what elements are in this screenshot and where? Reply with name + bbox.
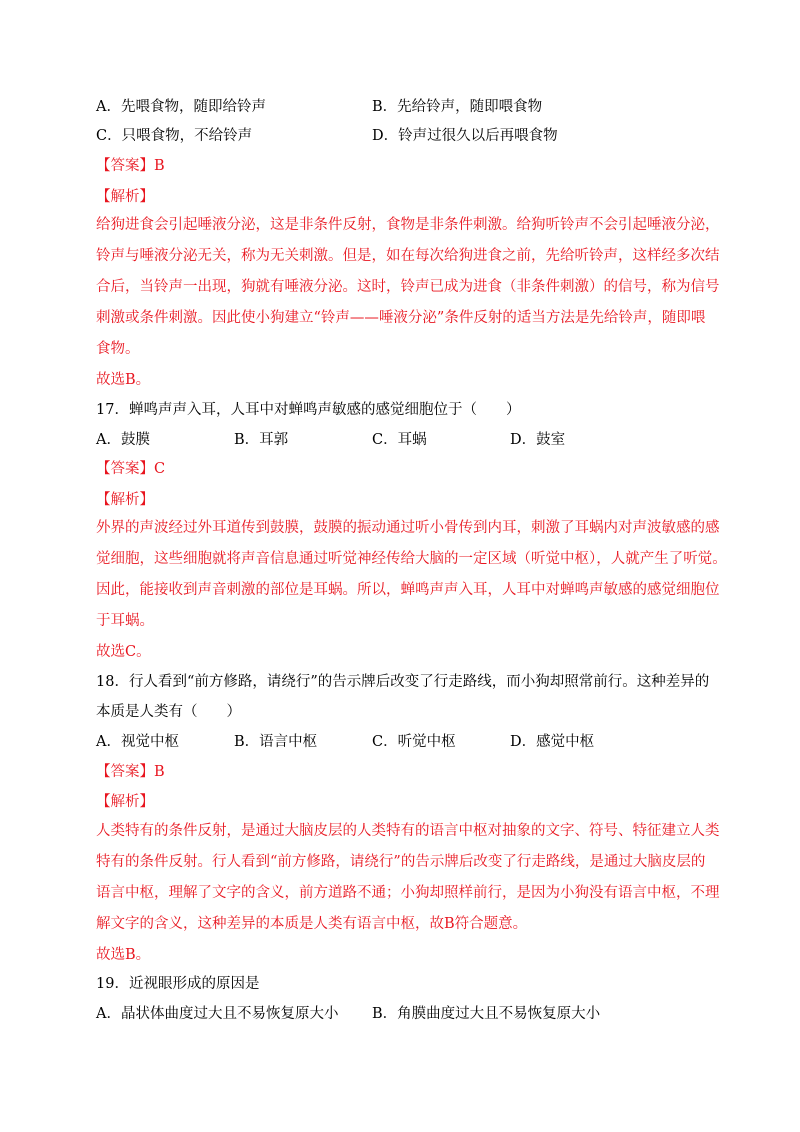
q18-analysis-line-4: 解文字的含义，这种差异的本质是人类有语言中枢，故B符合题意。 <box>96 916 528 932</box>
q17-option-b: B．耳郭 <box>234 432 289 448</box>
q16-analysis-line-1: 给狗进食会引起唾液分泌，这是非条件反射，食物是非条件刺激。给狗听铃声不会引起唾液分泌， <box>96 217 720 233</box>
q16-option-d: D．铃声过很久以后再喂食物 <box>372 128 558 144</box>
q19-option-b: B．角膜曲度过大且不易恢复原大小 <box>372 1006 601 1022</box>
q18-option-a: A．视觉中枢 <box>96 734 179 750</box>
q16-option-c: C．只喂食物，不给铃声 <box>96 128 253 144</box>
q16-answer: 【答案】B <box>96 158 165 174</box>
q17-option-c: C．耳蜗 <box>372 432 427 448</box>
q18-option-c: C．听觉中枢 <box>372 734 456 750</box>
q16-option-b: B．先给铃声，随即喂食物 <box>372 99 543 115</box>
q16-analysis-line-2: 铃声与唾液分泌无关，称为无关刺激。但是，如在每次给狗进食之前，先给听铃声，这样经多次结 <box>96 248 720 264</box>
q16-conclusion: 故选B。 <box>96 372 151 388</box>
q17-option-d: D．鼓室 <box>510 432 566 448</box>
q16-option-a: A．先喂食物，随即给铃声 <box>96 99 266 115</box>
q18-option-d: D．感觉中枢 <box>510 734 595 750</box>
q18-question-line-1: 18．行人看到“前方修路，请绕行”的告示牌后改变了行走路线，而小狗却照常前行。这种差异的 <box>96 674 710 690</box>
q16-analysis-label: 【解析】 <box>96 189 154 205</box>
q17-answer: 【答案】C <box>96 461 166 477</box>
q17-analysis-line-1: 外界的声波经过外耳道传到鼓膜，鼓膜的振动通过听小骨传到内耳，刺激了耳蜗内对声波敏感的感 <box>96 520 720 536</box>
q17-analysis-line-3: 因此，能接收到声音刺激的部位是耳蜗。所以，蝉鸣声声入耳，人耳中对蝉鸣声敏感的感觉细胞位 <box>96 582 720 598</box>
q18-question-line-2: 本质是人类有（ ） <box>96 704 241 720</box>
q18-analysis-line-2: 特有的条件反射。行人看到“前方修路，请绕行”的告示牌后改变了行走路线，是通过大脑皮层的 <box>96 854 706 870</box>
q18-analysis-line-3: 语言中枢，理解了文字的含义，前方道路不通；小狗却照样前行，是因为小狗没有语言中枢，不理 <box>96 885 720 901</box>
q18-analysis-label: 【解析】 <box>96 794 154 810</box>
q17-option-a: A．鼓膜 <box>96 432 150 448</box>
q19-option-a: A．晶状体曲度过大且不易恢复原大小 <box>96 1006 339 1022</box>
q17-conclusion: 故选C。 <box>96 644 151 660</box>
q16-analysis-line-3: 合后，当铃声一出现，狗就有唾液分泌。这时，铃声已成为进食（非条件刺激）的信号，称为信号 <box>96 279 720 295</box>
q18-analysis-line-1: 人类特有的条件反射，是通过大脑皮层的人类特有的语言中枢对抽象的文字、符号、特征建立人类 <box>96 823 720 839</box>
q19-question: 19．近视眼形成的原因是 <box>96 976 260 992</box>
q16-analysis-line-4: 刺激或条件刺激。因此使小狗建立“铃声——唾液分泌”条件反射的适当方法是先给铃声，随即喂 <box>96 310 706 326</box>
q16-analysis-line-5: 食物。 <box>96 341 140 357</box>
q18-conclusion: 故选B。 <box>96 947 151 963</box>
q17-analysis-line-4: 于耳蜗。 <box>96 613 154 629</box>
q17-question: 17．蝉鸣声声入耳，人耳中对蝉鸣声敏感的感觉细胞位于（ ） <box>96 402 521 418</box>
q17-analysis-line-2: 觉细胞，这些细胞就将声音信息通过听觉神经传给大脑的一定区域（听觉中枢），人就产生了听觉。 <box>96 551 727 567</box>
q17-analysis-label: 【解析】 <box>96 492 154 508</box>
q18-option-b: B．语言中枢 <box>234 734 318 750</box>
q18-answer: 【答案】B <box>96 764 165 780</box>
